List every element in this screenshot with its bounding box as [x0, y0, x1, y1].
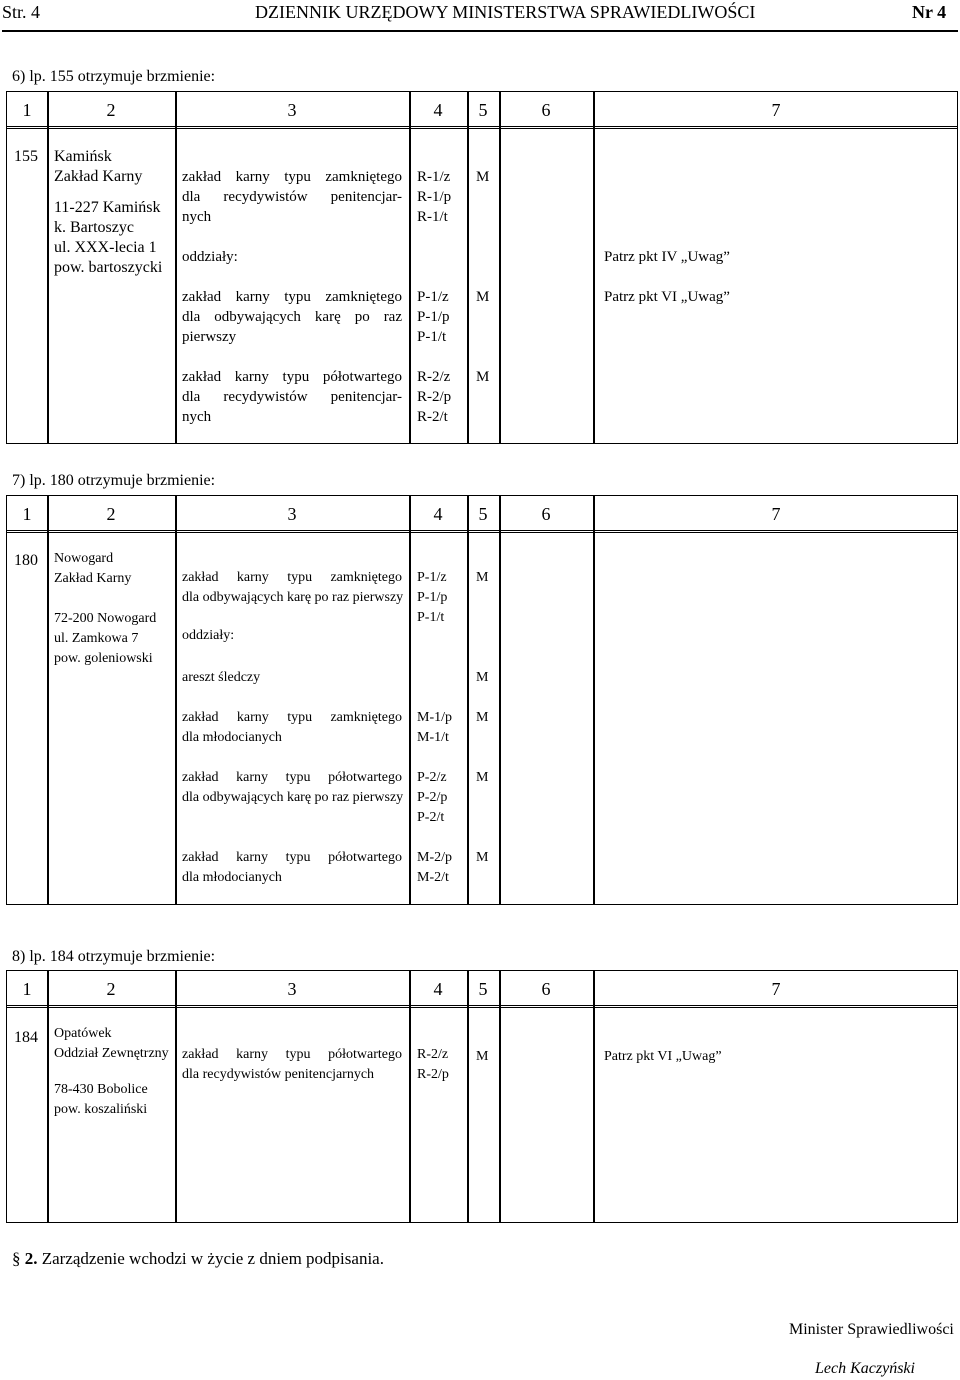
entry-lp: 180: [14, 552, 38, 569]
remarks-reference: Patrz pkt IV „Uwag”: [604, 249, 730, 265]
facility-codes: P-1/z P-1/p P-1/t: [417, 570, 448, 625]
col-number: 6: [541, 100, 551, 120]
table-header: [7, 970, 957, 1006]
facility-type: zakład karny typu zamkniętego dla młodocianych: [182, 710, 402, 745]
col5-value: M: [476, 369, 490, 385]
col-number: 1: [22, 100, 32, 120]
signatory-title: Minister Sprawiedliwości: [789, 1321, 954, 1338]
issue-number: Nr 4: [912, 2, 947, 22]
col-number: 7: [771, 100, 781, 120]
col-number: 3: [287, 504, 297, 524]
facility-codes: M-2/p M-2/t: [417, 850, 452, 885]
col-number: 7: [771, 979, 781, 999]
facility-type: zakład karny typu zamkniętego dla odbywających karę po raz pierwszy: [182, 570, 404, 605]
col-number: 4: [433, 100, 443, 120]
col5-value: M: [476, 1049, 489, 1064]
col-number: 2: [106, 100, 116, 120]
facility-type: zakład karny typu półotwartego dla młodocianych: [182, 850, 402, 885]
col-number: 5: [478, 100, 488, 120]
entry-intro: 7) lp. 180 otrzymuje brzmienie:: [12, 472, 216, 489]
col5-value: M: [476, 670, 489, 685]
col-number: 2: [106, 504, 116, 524]
col-number: 6: [541, 504, 551, 524]
header-rule: [2, 30, 958, 32]
journal-title: DZIENNIK URZĘDOWY MINISTERSTWA SPRAWIEDLIWOŚCI: [255, 2, 756, 22]
facility-codes: R-2/z R-2/p: [417, 1047, 449, 1082]
col-number: 5: [478, 979, 488, 999]
facility-codes: M-1/p M-1/t: [417, 710, 452, 745]
col-number: 4: [433, 979, 443, 999]
section-number: 2.: [24, 1249, 38, 1268]
facility-type: zakład karny typu półotwartego dla odbywających karę po raz pierwszy: [182, 770, 404, 805]
facility-codes: R-2/z R-2/p R-2/t: [417, 369, 452, 425]
col5-value: M: [476, 770, 489, 785]
col5-value: M: [476, 289, 490, 305]
section-text: Zarządzenie wchodzi w życie z dniem podpisania.: [41, 1249, 384, 1268]
facility-codes: R-1/z R-1/p R-1/t: [417, 169, 452, 225]
section-mark: §: [12, 1249, 21, 1268]
remarks-reference: Patrz pkt VI „Uwag”: [604, 289, 730, 305]
facility-type: zakład karny typu zamkniętego dla odbywających karę po raz pierwszy: [182, 289, 402, 345]
facility-type: zakład karny typu półotwartego dla recydywistów penitencjarnych: [182, 1047, 402, 1082]
entry-lp: 184: [14, 1029, 38, 1046]
col-number: 3: [287, 979, 297, 999]
col5-value: M: [476, 570, 489, 585]
signatory-name: Lech Kaczyński: [815, 1360, 915, 1377]
col-number: 6: [541, 979, 551, 999]
facility-codes: P-1/z P-1/p P-1/t: [417, 289, 450, 345]
section-label: oddziały:: [182, 249, 238, 265]
col5-value: M: [476, 850, 489, 865]
closing-paragraph: [12, 1249, 384, 1269]
col-number: 3: [287, 100, 297, 120]
col-number: 1: [22, 979, 32, 999]
table-lp-180: [6, 495, 958, 905]
col5-value: M: [476, 169, 490, 185]
col-number: 7: [771, 504, 781, 524]
table-header: [7, 495, 957, 531]
facility-type: zakład karny typu półotwartego dla recydywistów penitencjar- nych: [182, 369, 402, 425]
facility-type: areszt śledczy: [182, 670, 261, 685]
facility-location: Opatówek Oddział Zewnętrzny 78-430 Bobolice pow. koszaliński: [54, 1026, 169, 1117]
remarks-reference: Patrz pkt VI „Uwag”: [604, 1049, 722, 1064]
table-lp-184: [6, 970, 958, 1223]
entry-intro: 6) lp. 155 otrzymuje brzmienie:: [12, 68, 216, 85]
col5-value: M: [476, 710, 489, 725]
facility-location: Kamińsk Zakład Karny 11-227 Kamińsk k. Bartoszyc ul. XXX-lecia 1 pow. bartoszycki: [54, 148, 163, 276]
col-number: 1: [22, 504, 32, 524]
section-label: oddziały:: [182, 628, 235, 643]
col-number: 5: [478, 504, 488, 524]
facility-codes: P-2/z P-2/p P-2/t: [417, 770, 448, 825]
entry-lp: 155: [14, 148, 38, 165]
table-header: [7, 91, 957, 127]
facility-type: zakład karny typu zamkniętego dla recydywistów penitencjar- nych: [182, 169, 402, 225]
entry-intro: 8) lp. 184 otrzymuje brzmienie:: [12, 948, 216, 965]
col-number: 2: [106, 979, 116, 999]
table-lp-155: [6, 91, 958, 444]
page-number: Str. 4: [2, 2, 41, 22]
col-number: 4: [433, 504, 443, 524]
facility-location: Nowogard Zakład Karny 72-200 Nowogard ul. Zamkowa 7 pow. goleniowski: [54, 551, 157, 666]
